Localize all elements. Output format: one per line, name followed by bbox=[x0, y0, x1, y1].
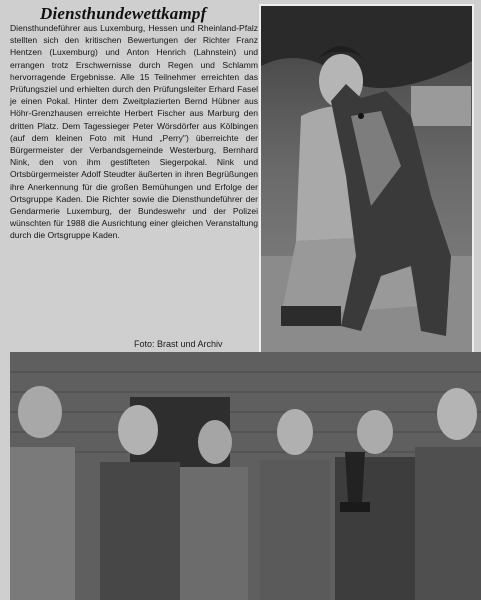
photo-group-trophy bbox=[10, 352, 481, 600]
photo-handler-with-dog bbox=[259, 4, 474, 375]
photo-handler-with-dog-image bbox=[261, 6, 472, 373]
article-body bbox=[10, 22, 258, 242]
article-text: Diensthundeführer aus Luxemburg, Hessen und Rheinland-Pfalz stellten sich den kritischen Bewertungen der Richter Franz Hentzen (Luxemburg) und Anton Henrich (Lahnstein) und errangen trotz Erschwernisse durch Regen und Schlamm hervorragende Ergebnisse. Alle 15 Teilnehmer erreichten das Prüfungsziel und erhielten durch den Prüfungsleiter Erhard Fasel je einen Pokal. Hinter dem Zweitplazierten Bernd Hübner aus Höhr-Grenzhausen erreichte Herbert Fischer aus Marburg den dritten Platz. Dem Tagessieger Peter Wörsdörfer aus Kölbingen (auf dem kleinen Foto mit Hund „Perry") überreichte der Bürgermeister der Verbandsgemeinde Westerburg, Bernhard Nink, den von ihm gestifteten Siegerpokal. Nink und Ortsbürgermeister Adolf Steudter äußerten in ihren Begrüßungen ihre Anerkennung für die großen Bemühungen und Erfolge der Ortsgruppe Kaden. Die Richter sowie die Diensthundeführer der Gendarmerie Luxemburg, der Bundeswehr und der Polizei wünschten für 1988 die Ausrichtung einer gleichen Veranstaltung durch die Ortsgruppe Kaden. bbox=[10, 23, 258, 241]
headline: Diensthundewettkampf bbox=[40, 4, 207, 23]
photo-credit: Foto: Brast und Archiv bbox=[134, 339, 223, 349]
photo-group-trophy-image bbox=[10, 352, 481, 600]
